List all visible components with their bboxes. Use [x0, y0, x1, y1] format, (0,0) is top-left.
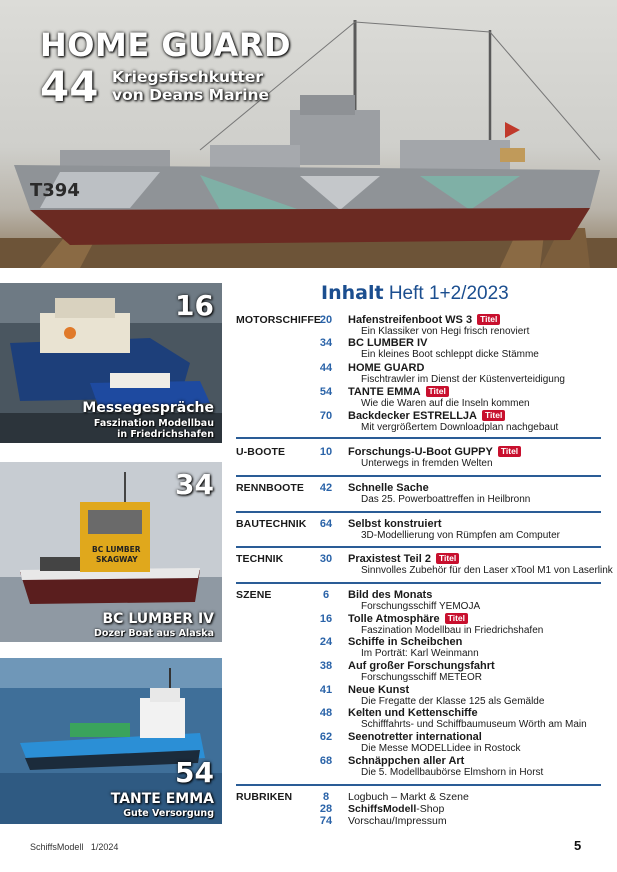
titel-badge: Titel [482, 410, 505, 421]
hero-page-number: 44 [40, 62, 99, 111]
hull-code: T394 [30, 180, 80, 201]
entry-title: Schiffe in Scheibchen [348, 636, 463, 648]
panel-3-title: TANTE EMMA [110, 791, 214, 807]
section-divider [236, 511, 601, 513]
entry-description: Ein Klassiker von Hegi frisch renoviert [361, 326, 530, 337]
entry-page: 48 [319, 707, 333, 719]
panel-3-page-number: 54 [175, 756, 214, 789]
entry-title [348, 410, 505, 422]
panel-1-sub-line2: in Friedrichshafen [117, 429, 214, 440]
entry-title: Schnelle Sache [348, 482, 429, 494]
toc-heading-bold: Inhalt [321, 282, 384, 304]
panel-1-page-number: 16 [175, 289, 214, 322]
entry-title [348, 314, 500, 326]
entry-title-text: TANTE EMMA [348, 386, 421, 398]
rubrik-title: Vorschau/Impressum [348, 815, 447, 827]
entry-page: 34 [319, 337, 333, 349]
panel-2-subtitle: Dozer Boat aus Alaska [94, 628, 214, 639]
entry-title: Auf großer Forschungsfahrt [348, 660, 495, 672]
entry-title: HOME GUARD [348, 362, 425, 374]
panel-1-sub-line1: Faszination Modellbau [93, 418, 214, 429]
entry-page: 68 [319, 755, 333, 767]
entry-page: 64 [319, 518, 333, 530]
titel-badge: Titel [445, 613, 468, 624]
entry-page: 41 [319, 684, 333, 696]
entry-title: Bild des Monats [348, 589, 433, 601]
entry-description: Ein kleines Boot schleppt dicke Stämme [361, 349, 539, 360]
footer-page-number: 5 [574, 838, 582, 853]
panel-messegespraeche [0, 283, 222, 443]
boat-sign-1: BC LUMBER [92, 545, 141, 554]
entry-title-text: Backdecker ESTRELLJA [348, 410, 477, 422]
entry-page: 6 [322, 589, 330, 601]
entry-page: 62 [319, 731, 333, 743]
entry-description: Die Fregatte der Klasse 125 als Gemälde [361, 696, 545, 707]
rubrik-title-bold: SchiffsModell [348, 803, 417, 815]
section-divider [236, 784, 601, 786]
entry-page: 16 [319, 613, 333, 625]
entry-description: Faszination Modellbau in Friedrichshafen [361, 625, 544, 636]
section-divider [236, 546, 601, 548]
entry-page: 10 [319, 446, 333, 458]
entry-page: 42 [319, 482, 333, 494]
section-label: SZENE [236, 589, 272, 601]
entry-title: Neue Kunst [348, 684, 410, 696]
hero-photo [0, 0, 617, 268]
entry-title [348, 386, 449, 398]
entry-title: Seenotretter international [348, 731, 482, 743]
entry-description: Die Messe MODELLidee in Rostock [361, 743, 521, 754]
titel-badge: Titel [498, 446, 521, 457]
section-label: RUBRIKEN [236, 791, 293, 803]
boat-sign-2: SKAGWAY [96, 555, 138, 564]
entry-title [348, 613, 468, 625]
footer-magazine-issue: SchiffsModell 1/2024 [30, 842, 119, 852]
titel-badge: Titel [477, 314, 500, 325]
entry-page: 8 [322, 791, 330, 803]
entry-description: Schifffahrts- und Schiffbaumuseum Wörth am Main [361, 719, 587, 730]
panel-bc-lumber [0, 462, 222, 642]
entry-page: 74 [319, 815, 333, 827]
rubrik-title: Logbuch – Markt & Szene [348, 791, 469, 803]
entry-page: 30 [319, 553, 333, 565]
rubrik-title [348, 803, 444, 815]
rubrik-title-rest: -Shop [416, 803, 445, 815]
entry-description: Wie die Waren auf die Inseln kommen [361, 398, 530, 409]
entry-page: 20 [319, 314, 333, 326]
entry-page: 28 [319, 803, 333, 815]
section-divider [236, 582, 601, 584]
entry-title-text: Forschungs-U-Boot GUPPY [348, 446, 493, 458]
section-label: RENNBOOTE [236, 482, 304, 494]
hero-title: HOME GUARD [40, 26, 292, 64]
panel-1-title: Messegespräche [82, 400, 214, 416]
entry-title-text: Hafenstreifenboot WS 3 [348, 314, 473, 326]
entry-page: 44 [319, 362, 333, 374]
entry-title: Schnäppchen aller Art [348, 755, 465, 767]
section-label: TECHNIK [236, 553, 284, 565]
entry-description: Mit vergrößertem Downloadplan nachgebaut [361, 422, 559, 433]
titel-badge: Titel [426, 386, 449, 397]
entry-title: Kelten und Kettenschiffe [348, 707, 478, 719]
section-label: BAUTECHNIK [236, 518, 307, 530]
entry-description: Die 5. Modellbaubörse Elmshorn in Horst [361, 767, 544, 778]
section-label: MOTORSCHIFFE [236, 314, 322, 326]
panel-2-title: BC LUMBER IV [102, 611, 214, 627]
panel-1-subtitle [94, 418, 214, 440]
entry-page: 24 [319, 636, 333, 648]
entry-description: Das 25. Powerboattreffen in Heilbronn [361, 494, 531, 505]
section-divider [236, 475, 601, 477]
hero-subtitle-line2: von Deans Marine [112, 86, 270, 104]
section-divider [236, 437, 601, 439]
entry-title: BC LUMBER IV [348, 337, 428, 349]
entry-page: 70 [319, 410, 333, 422]
entry-title-text: Praxistest Teil 2 [348, 553, 431, 565]
panel-2-page-number: 34 [175, 468, 214, 501]
toc-heading-issue: Heft 1+2/2023 [388, 283, 509, 304]
hero-subtitle [112, 68, 269, 104]
entry-description: 3D-Modellierung von Rümpfen am Computer [361, 530, 560, 541]
entry-title: Selbst konstruiert [348, 518, 442, 530]
entry-description: Fischtrawler im Dienst der Küstenverteidigung [361, 374, 565, 385]
toc-heading [321, 282, 509, 305]
entry-description: Forschungsschiff METEOR [361, 672, 482, 683]
entry-title [348, 553, 459, 565]
hero-subtitle-line1: Kriegsfischkutter [112, 68, 264, 86]
entry-description: Forschungsschiff YEMOJA [361, 601, 481, 612]
entry-page: 54 [319, 386, 333, 398]
entry-title-text: Tolle Atmosphäre [348, 613, 440, 625]
entry-description: Unterwegs in fremden Welten [361, 458, 493, 469]
titel-badge: Titel [436, 553, 459, 564]
panel-tante-emma [0, 658, 222, 824]
entry-title [348, 446, 521, 458]
entry-description: Im Porträt: Karl Weinmann [361, 648, 479, 659]
entry-description: Sinnvolles Zubehör für den Laser xTool M1 von Laserlink [361, 565, 613, 576]
section-label: U-BOOTE [236, 446, 286, 458]
entry-page: 38 [319, 660, 333, 672]
panel-3-subtitle: Gute Versorgung [123, 808, 214, 819]
